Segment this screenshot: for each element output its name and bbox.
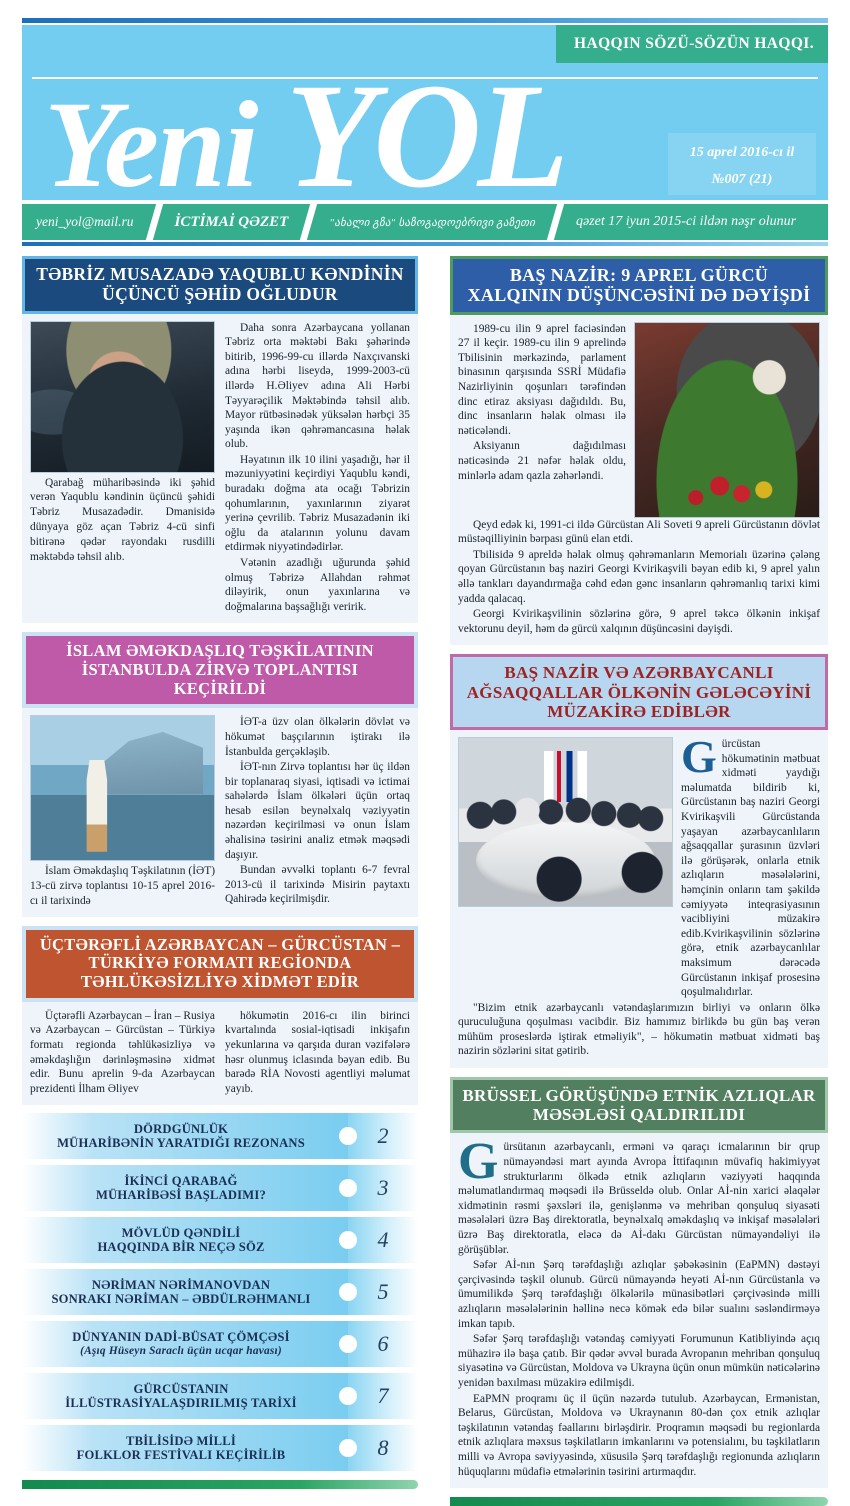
toc-entry-title <box>22 1373 348 1419</box>
article-brussels-minorities[interactable] <box>450 1077 828 1488</box>
toc-entry[interactable] <box>22 1269 418 1315</box>
toc-page-number: 2 <box>348 1113 418 1159</box>
article-paragraph: Səfər Aİ-nın Şərq tərəfdaşlığı azlıqlar şəbəkəsinin (EaPMN) dəstəyi çərçivəsində təşkil olunub. Gürcü nümayəndə heyəti Aİ-nın Gürcüstanla və ümumilikdə Şərq tərəfdaşlığı ölkələrilə münasibətləri çərçivəsində milli azlıqların məsələlərinin həllinə necə kömək edə bilər sualını səsləndirməyə imkan tapıb. <box>458 1259 820 1330</box>
article-body <box>22 708 418 916</box>
toc-entry[interactable] <box>22 1217 418 1263</box>
article-headline: BAŞ NAZİR VƏ AZƏRBAYCANLI AĞSAQQALLAR ÖLKƏNİN GƏLƏCƏYİNİ MÜZAKİRƏ EDİBLƏR <box>450 654 828 730</box>
article-paragraph: Həyatının ilk 10 ilini yaşadığı, hər il məzuniyyətini keçirdiyi Yaqublu kəndi, buradakı doğma ata ocağı Təbrizin qohumlarının, yaxınlarının ziyarət yerinə çevrilib. Təbriz Musazadənin iki oğlu da atalarının yolunu davam etdirmək niyyətindədirlər. <box>225 453 410 554</box>
publication-type: İCTİMAİ QƏZET <box>174 213 289 230</box>
article-body <box>450 315 828 646</box>
toc-page-number: 5 <box>348 1269 418 1315</box>
publication-since: qəzet 17 iyun 2015-ci ildən nəşr olunur <box>575 214 797 229</box>
toc-subtitle: (Aşıq Hüseyn Saraclı üçün ucqar havası) <box>80 1344 282 1357</box>
article-paragraph: Üçtərəfli Azərbaycan – İran – Rusiya və Azərbaycan – Gürcüstan – Türkiyə formatı regionda təhlükəsizliyə və əməkdaşlığın dərinləşməsinə xidmət edir. Bunu aprelin 9-da Azərbaycan prezidenti İlham Əliyev <box>30 1009 215 1095</box>
photo-caption: İslam Əməkdaşlıq Təşkilatının (İƏT) 13-cü zirvə toplantısı 10-15 aprel 2016-cı il tarixində <box>30 865 215 907</box>
toc-line-2: İLLÜSTRASİYALAŞDIRILMIŞ TARİXİ <box>65 1396 297 1411</box>
article-body <box>22 1002 418 1106</box>
toc-entry-title <box>22 1217 348 1263</box>
toc-line-1: İKİNCİ QARABAĞ <box>124 1173 238 1188</box>
toc-entry[interactable] <box>22 1321 418 1367</box>
article-headline: BRÜSSEL GÖRÜŞÜNDƏ ETNİK AZLIQLAR MƏSƏLƏSİ QALDIRILIDI <box>450 1077 828 1133</box>
toc-page-number: 6 <box>348 1321 418 1367</box>
article-paragraph: Vətənin azadlığı uğurunda şəhid olmuş Təbrizə Allahdan rəhmət diləyirik, onun yaxınlarına və doğmalarına başsağlığı veririk. <box>225 557 410 613</box>
toc-page-number: 3 <box>348 1165 418 1211</box>
article-paragraph: ürsütanın azərbaycanlı, erməni və qaraçı icmalarının bir qrup nümayəndəsi mart ayında Avropa İttifaqının müvafiq hakimiyyət strukturlarını ölkədə etnik azlıqların vəziyyəti haqqında məlumatlandırmaq məqsədi ilə Brüsseldə olub. Onlar Aİ-nin xarici əlaqələr xidmətinin rəsmi şəxsləri ilə, genişlənmə və mehriban qonşuluq siyasəti məsələləri üzrə Baş direktoratla, beynəlxalq əməkdaşlıq və inkişaf məsələləri üzrə Baş direktoratla, eləcə də Aİ-dakı Gürcüstan nümayəndəliyi ilə görüşüblər. <box>458 1141 820 1256</box>
article-paragraph: İƏT-a üzv olan ölkələrin dövlət və hökumət başçılarının iştirakı ilə İstanbulda gerçəkləşib. <box>225 716 410 758</box>
article-headline: BAŞ NAZİR: 9 APREL GÜRCÜ XALQININ DÜŞÜNCƏSİNİ DƏ DƏYİŞDİ <box>450 256 828 315</box>
toc-entry-title <box>22 1165 348 1211</box>
georgian-subtitle: "ახალი გზა" საზოგადოებრივი გაზეთი <box>329 216 535 229</box>
article-oic-istanbul-summit[interactable] <box>22 632 418 916</box>
toc-line-1: GÜRCÜSTANIN <box>133 1381 229 1396</box>
table-of-contents <box>22 1113 418 1471</box>
issue-number: №007 (21) <box>711 171 773 187</box>
drop-cap-letter: G <box>458 1133 499 1191</box>
article-paragraph: hökumətin 2016-cı ilin birinci kvartalında sosial-iqtisadi inkişafın yekunlarına və qarşıda duran vəzifələrə həsr olunmuş iclasında bəyan edib. Bu barədə RİA Novosti agentliyi məlumat yayıb. <box>225 1009 410 1095</box>
toc-line-1: MÖVLÜD QƏNDİLİ <box>121 1225 241 1240</box>
issue-date: 15 aprel 2016-cı il <box>689 145 795 160</box>
newspaper-title <box>44 53 566 200</box>
toc-page-number: 7 <box>348 1373 418 1419</box>
toc-page-number: 8 <box>348 1425 418 1471</box>
article-pm-april-9[interactable] <box>450 256 828 645</box>
article-paragraph: "Bizim etnik azərbaycanlı vətəndaşlarımızın birliyi və onların ölkə quruculuğuna qoşulması vacibdir. Biz hamımız birlikdə bu gün baş verən mühüm proseslərdə iştirak etməliyik", – hökumətin mətbuat xidməti baş nazirin sözlərini sitat gətirib. <box>458 1001 820 1058</box>
toc-entry-title <box>22 1113 348 1159</box>
toc-entry[interactable] <box>22 1165 418 1211</box>
masthead-top-rule <box>22 18 828 23</box>
slogan-banner: HAQQIN SÖZÜ-SÖZÜN HAQQI. <box>556 25 828 63</box>
contact-email[interactable]: yeni_yol@mail.ru <box>36 214 134 229</box>
article-paragraph: Aksiyanın dağıdılması nəticəsində 21 nəfər həlak oldu, minlərlə adam qazla zəhərləndi. <box>458 440 626 482</box>
article-paragraph: Səfər Şərq tərəfdaşlığı vətəndaş cəmiyyəti Forumunun Katibliyində açıq mühazirə ilə başa çatıb. Bir qədər əvvəl burada Avropanın mehriban qonşuluq siyasətinə və Gürcüstan, Moldova və Ukrayna üçün onun mümkün nəticələrinə yenidən baxılması müzakirə edilmişdi. <box>458 1333 820 1389</box>
article-trilateral-format[interactable] <box>22 926 418 1105</box>
masthead-body <box>22 25 828 200</box>
right-column <box>450 256 828 1506</box>
article-tabriz-musazade[interactable] <box>22 256 418 623</box>
toc-line-2: MÜHARİBƏNİN YARATDIĞI REZONANS <box>57 1136 305 1151</box>
article-body <box>450 1133 828 1488</box>
article-paragraph: ürcüstan hökumətinin mətbuat xidməti yaydığı məlumatda bildirib ki, Gürcüstanın baş naziri Georgi Kvirikaşvili Gürcüstanda yaşayan azərbaycanlıların ağsaqqallar şurasının üzvləri ilə görüşərək, onlarla etnik azlıqların məsələlərini, həmçinin onların tam şəkildə cəmiyyətə inteqrasiyasının vacibliyini müzakirə edib.Kvirikaşvilinin sözlərinə görə, etnik azərbaycanlılar maksimum dərəcədə Gürcüstanın inkişaf prosesinə qoşulmalıdırlar. <box>681 738 820 999</box>
left-column-footer-rule <box>22 1480 418 1489</box>
toc-line-1: DÜNYANIN DADİ-BÜSAT ÇÖMÇƏSİ <box>72 1330 290 1345</box>
toc-line-1: NƏRİMAN NƏRİMANOVDAN <box>91 1277 271 1292</box>
article-paragraph: Bundan əvvəlki toplantı 6-7 fevral 2013-cü il tarixində Misirin paytaxtı Qahirədə keçirilmişdir. <box>225 864 410 906</box>
article-paragraph: İƏT-nın Zirvə toplantısı hər üç ildən bir toplanaraq siyasi, iqtisadi və ictimai sahələrdə İslam ölkələri üçün ortaq hesab esilən beynəlxalq vəziyyətin nəzərdən keçirilməsi və onun İslam əhalisinə təsirini analiz etmək məqsədi daşıyır. <box>225 761 410 861</box>
istanbul-bosphorus-photo <box>30 715 215 861</box>
masthead-bottom-rule <box>22 242 828 246</box>
toc-entry[interactable] <box>22 1373 418 1419</box>
photo-caption: Qarabağ müharibəsində iki şəhid verən Yaqublu kəndinin üçüncü şəhidi Təbriz Musazadədir. Dmanisidə dünyaya göz açan Təbriz 4-cü sinfi bitirənə qədər rayondakı rusdilli məktəbdə təhsil alıb. <box>30 476 215 563</box>
article-headline: İSLAM ƏMƏKDAŞLIQ TƏŞKİLATININ İSTANBULDA ZİRVƏ TOPLANTISI KEÇİRİLDİ <box>22 632 418 708</box>
right-column-footer-rule <box>450 1497 828 1506</box>
article-headline: TƏBRİZ MUSAZADƏ YAQUBLU KƏNDİNİN ÜÇÜNCÜ ŞƏHİD OĞLUDUR <box>22 256 418 314</box>
article-paragraph: EaPMN proqramı üç il üçün nəzərdə tutulub. Azərbaycan, Ermənistan, Belarus, Gürcüstan, Moldova və Ukraynanın 80-dən çox etnik azlıqlar təşkilatının vətəndaş fəallarını birləşdirir. Proqramın məqsədi bu regionlarda etnik azlıqlara məxsus təşkilatların imkanlarını və potensialını, bu təşkilatların milli və Avropa səviyyəsində, xüsusilə Şərq tərəfdaşlığı regionunda azlıqların hüquqlarını müdafiə etmələrinin təsirini artırmaqdır. <box>458 1392 820 1478</box>
left-column <box>22 256 418 1489</box>
toc-line-1: TBİLİSİDƏ MİLLİ <box>126 1433 236 1448</box>
flags-decor <box>544 751 587 801</box>
issue-info-box <box>668 133 816 195</box>
toc-entry-title <box>22 1269 348 1315</box>
article-paragraph: 1989-cu ilin 9 aprel faciəsindən 27 il keçir. 1989-cu ilin 9 aprelində Tbilisinin mərkəzində, parlament binasının qarşısında SSRİ Müdafiə Nazirliyinin qoşunları tərəfindən dinc etiraz aksiyası dağıdıldı. Bu, dinc insanların həlak olması ilə nəticələndi. <box>458 322 626 437</box>
toc-line-2: SONRAKI NƏRİMAN – ƏBDÜLRƏHMANLI <box>51 1292 311 1307</box>
toc-page-number: 4 <box>348 1217 418 1263</box>
april-9-memorial-photo <box>634 322 820 518</box>
article-body <box>450 730 828 1068</box>
toc-entry-title <box>22 1321 348 1367</box>
article-paragraph: Tbilisidə 9 apreldə həlak olmuş qəhrəmanların Memorialı üzərinə çələng qoyan Gürcüstanın baş naziri Georgi Kvirikaşvili bəyan edib ki, 9 aprel yalın əllə tankları dayandırmağa cəhd edən gənc insanların qəhrəmanlıq tarixi kimi yadda qalacaq. <box>458 548 820 605</box>
toc-line-2: FOLKLOR FESTİVALI KEÇİRİLİB <box>76 1448 286 1463</box>
toc-entry[interactable] <box>22 1113 418 1159</box>
article-paragraph: Georgi Kvirikaşvilinin sözlərinə görə, 9 aprel təkcə ölkənin inkişaf vektorunu deyil, həm də gürcü xalqının düşüncəsini dəyişdi. <box>458 608 820 635</box>
toc-entry[interactable] <box>22 1425 418 1471</box>
pilot-portrait-photo <box>30 321 215 473</box>
masthead <box>22 18 828 248</box>
toc-entry-title <box>22 1425 348 1471</box>
toc-line-2: HAQQINDA BİR NEÇƏ SÖZ <box>97 1240 265 1255</box>
round-table-meeting-photo <box>458 737 673 907</box>
toc-line-2: MÜHARİBƏSİ BAŞLADIMI? <box>96 1188 266 1203</box>
masthead-info-bar <box>22 204 828 240</box>
toc-line-1: DÖRDGÜNLÜK <box>133 1121 229 1136</box>
title-word-yeni: Yeni <box>44 76 286 200</box>
article-body <box>22 314 418 624</box>
article-headline: ÜÇTƏRƏFLİ AZƏRBAYCAN – GÜRCÜSTAN – TÜRKİYƏ FORMATI REGİONDA TƏHLÜKƏSİZLİYƏ XİDMƏT EDİR <box>22 926 418 1002</box>
article-paragraph: Daha sonra Azərbaycana yollanan Təbriz orta məktəbi Bakı şəhərində bitirib, 1996-99-cu illərdə Naxçıvanski adına hərbi liseydə, 1999-2003-cü illərdə H.Əliyev adına Ali Hərbi Təyyarəçilik Məktəbində təhsil alıb. Mayor rütbəsinədək yüksələn hərbçi 35 yaşında ikən qəhrəmancasına həlak olub. <box>225 321 410 451</box>
drop-cap-letter: G <box>681 731 717 783</box>
article-pm-elders-meeting[interactable] <box>450 654 828 1068</box>
article-paragraph: Qeyd edək ki, 1991-ci ildə Gürcüstan Ali Soveti 9 apreli Gürcüstanın dövlət müstəqilliyinin bərpası günü elan etdi. <box>458 518 820 546</box>
title-word-yol: YOL <box>285 53 566 200</box>
